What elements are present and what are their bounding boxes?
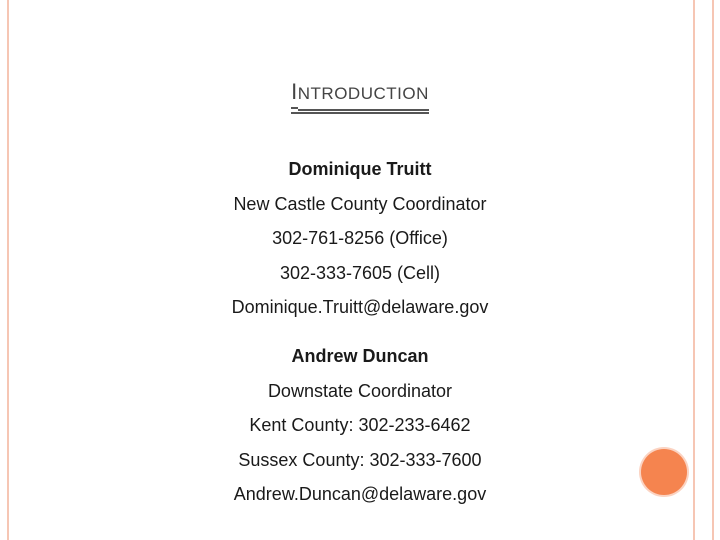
contact-email: Andrew.Duncan@delaware.gov bbox=[233, 484, 487, 504]
contact-name: Andrew Duncan bbox=[291, 346, 429, 366]
slide-title-rest: NTRODUCTION bbox=[298, 80, 429, 111]
contact-role: New Castle County Coordinator bbox=[233, 193, 487, 214]
slide-title-initial: I bbox=[291, 78, 298, 109]
decorative-circle bbox=[641, 449, 687, 495]
contact-phone-kent: Kent County: 302-233-6462 bbox=[249, 415, 471, 435]
contact-phone-office: 302-761-8256 (Office) bbox=[272, 228, 448, 248]
contact-role: Downstate Coordinator bbox=[267, 380, 453, 401]
contact-name: Dominique Truitt bbox=[288, 159, 432, 179]
contact-phone-sussex: Sussex County: 302-333-7600 bbox=[238, 449, 482, 470]
contact-email: Dominique.Truitt@delaware.gov bbox=[231, 297, 489, 317]
contact-block-dominique bbox=[0, 152, 720, 325]
contact-phone-cell: 302-333-7605 (Cell) bbox=[279, 262, 441, 283]
slide-title bbox=[0, 78, 720, 114]
contact-block-andrew bbox=[0, 339, 720, 512]
